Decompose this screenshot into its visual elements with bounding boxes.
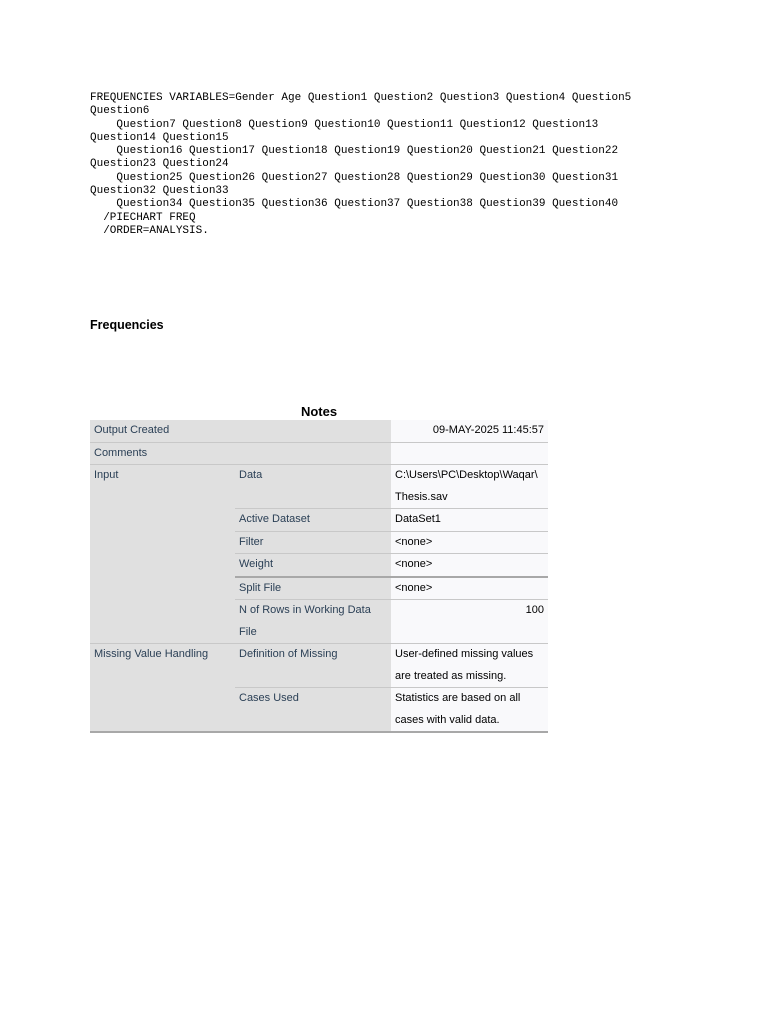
input-label: Input bbox=[90, 465, 235, 644]
data-value: C:\Users\PC\Desktop\Waqar\ Thesis.sav bbox=[391, 465, 548, 509]
cases-used-value: Statistics are based on all cases with valid data. bbox=[391, 688, 548, 733]
definition-of-missing-label: Definition of Missing bbox=[235, 644, 391, 688]
missing-value-handling-label: Missing Value Handling bbox=[90, 644, 235, 733]
rows-value: 100 bbox=[391, 600, 548, 644]
output-created-value: 09-MAY-2025 11:45:57 bbox=[391, 420, 548, 442]
section-heading: Frequencies bbox=[90, 318, 164, 332]
active-dataset-value: DataSet1 bbox=[391, 509, 548, 532]
table-row bbox=[90, 420, 548, 442]
table-row bbox=[90, 442, 548, 465]
syntax-line: /ORDER=ANALYSIS. bbox=[90, 224, 209, 237]
definition-of-missing-value: User-defined missing values are treated as missing. bbox=[391, 644, 548, 688]
syntax-line: Question14 Question15 bbox=[90, 131, 229, 144]
syntax-line: Question34 Question35 Question36 Question37 Question38 Question39 Question40 bbox=[90, 198, 619, 211]
filter-label: Filter bbox=[235, 531, 391, 554]
output-created-label: Output Created bbox=[90, 420, 391, 442]
syntax-line: FREQUENCIES VARIABLES=Gender Age Question1 Question2 Question3 Question4 Question5 bbox=[90, 92, 632, 104]
data-label: Data bbox=[235, 465, 391, 509]
split-file-value: <none> bbox=[391, 577, 548, 600]
syntax-line: Question25 Question26 Question27 Question28 Question29 Question30 Question31 bbox=[90, 171, 619, 184]
syntax-line: /PIECHART FREQ bbox=[90, 211, 196, 224]
active-dataset-label: Active Dataset bbox=[235, 509, 391, 532]
split-file-label: Split File bbox=[235, 577, 391, 600]
syntax-line: Question6 bbox=[90, 105, 150, 118]
syntax-line: Question32 Question33 bbox=[90, 185, 229, 198]
cases-used-label: Cases Used bbox=[235, 688, 391, 733]
comments-value bbox=[391, 442, 548, 465]
table-row bbox=[90, 465, 548, 509]
table-row bbox=[90, 644, 548, 688]
filter-value: <none> bbox=[391, 531, 548, 554]
rows-label: N of Rows in Working Data File bbox=[235, 600, 391, 644]
comments-label: Comments bbox=[90, 442, 391, 465]
syntax-block bbox=[90, 92, 631, 238]
syntax-line: Question7 Question8 Question9 Question10 Question11 Question12 Question13 bbox=[90, 118, 599, 131]
weight-value: <none> bbox=[391, 554, 548, 577]
weight-label: Weight bbox=[235, 554, 391, 577]
notes-table bbox=[90, 420, 548, 733]
syntax-line: Question16 Question17 Question18 Question19 Question20 Question21 Question22 bbox=[90, 145, 619, 158]
syntax-line: Question23 Question24 bbox=[90, 158, 229, 171]
notes-table-title: Notes bbox=[300, 404, 338, 419]
